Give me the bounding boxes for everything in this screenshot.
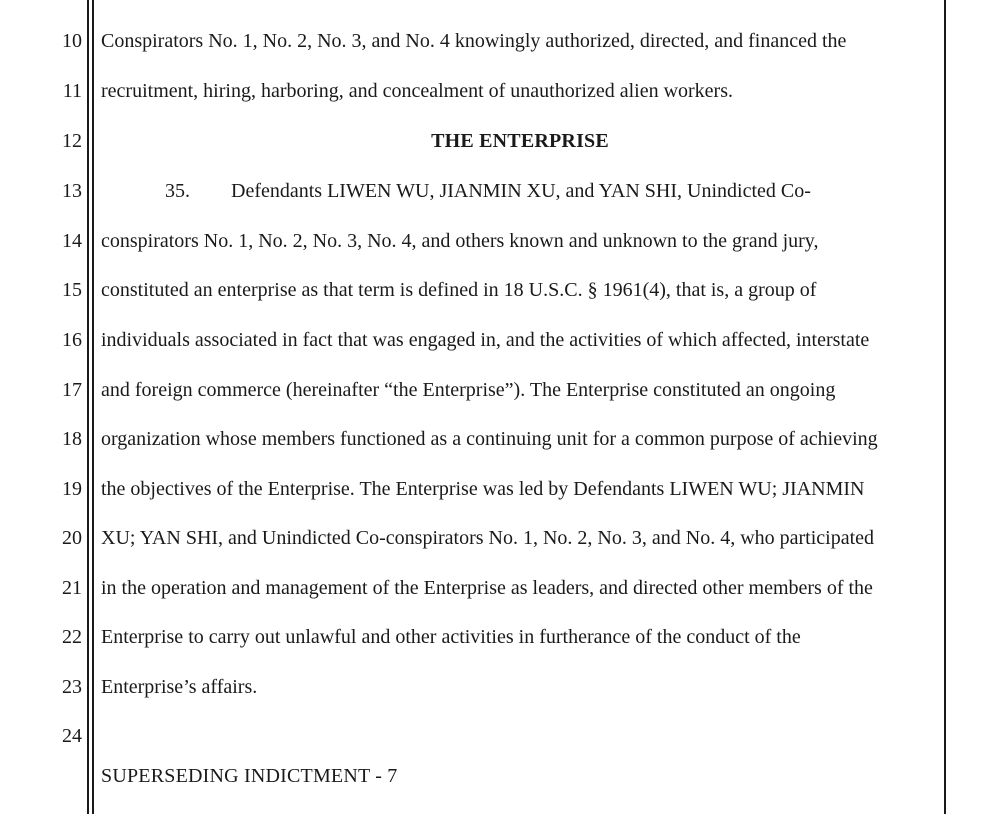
paragraph-number: 35. <box>165 180 190 202</box>
section-heading: THE ENTERPRISE <box>431 130 609 152</box>
body-line-13-text: Defendants LIWEN WU, JIANMIN XU, and YAN SHI, Unindicted Co- <box>231 180 811 202</box>
line-number-23: 23 <box>62 676 82 698</box>
left-margin-rule-inner <box>92 0 94 814</box>
body-line-19: the objectives of the Enterprise. The Enterprise was led by Defendants LIWEN WU; JIANMIN <box>101 478 865 500</box>
body-line-14: conspirators No. 1, No. 2, No. 3, No. 4, and others known and unknown to the grand jury, <box>101 230 819 252</box>
line-number-17: 17 <box>62 379 82 401</box>
left-margin-rule-outer <box>87 0 89 814</box>
line-number-15: 15 <box>62 279 82 301</box>
body-line-10: Conspirators No. 1, No. 2, No. 3, and No. 4 knowingly authorized, directed, and financed the <box>101 30 847 52</box>
body-line-15: constituted an enterprise as that term is defined in 18 U.S.C. § 1961(4), that is, a group of <box>101 279 817 301</box>
body-line-22: Enterprise to carry out unlawful and other activities in furtherance of the conduct of the <box>101 626 801 648</box>
page-footer: SUPERSEDING INDICTMENT - 7 <box>101 765 398 787</box>
right-margin-rule <box>944 0 946 814</box>
line-number-13: 13 <box>62 180 82 202</box>
line-number-16: 16 <box>62 329 82 351</box>
body-line-16: individuals associated in fact that was engaged in, and the activities of which affected, interstate <box>101 329 870 351</box>
line-number-19: 19 <box>62 478 82 500</box>
body-line-20: XU; YAN SHI, and Unindicted Co-conspirators No. 1, No. 2, No. 3, and No. 4, who participated <box>101 527 875 549</box>
body-line-23: Enterprise’s affairs. <box>101 676 258 698</box>
body-line-21: in the operation and management of the Enterprise as leaders, and directed other members of the <box>101 577 873 599</box>
body-line-18: organization whose members functioned as a continuing unit for a common purpose of achieving <box>101 428 878 450</box>
line-number-11: 11 <box>62 80 82 102</box>
line-number-22: 22 <box>62 626 82 648</box>
line-number-10: 10 <box>62 30 82 52</box>
body-line-13 <box>165 179 811 203</box>
line-number-20: 20 <box>62 527 82 549</box>
line-number-12: 12 <box>62 130 82 152</box>
line-number-21: 21 <box>62 577 82 599</box>
body-line-17: and foreign commerce (hereinafter “the Enterprise”). The Enterprise constituted an ongoing <box>101 379 836 401</box>
line-number-18: 18 <box>62 428 82 450</box>
line-number-24: 24 <box>62 725 82 747</box>
line-number-14: 14 <box>62 230 82 252</box>
body-line-11: recruitment, hiring, harboring, and concealment of unauthorized alien workers. <box>101 80 733 102</box>
